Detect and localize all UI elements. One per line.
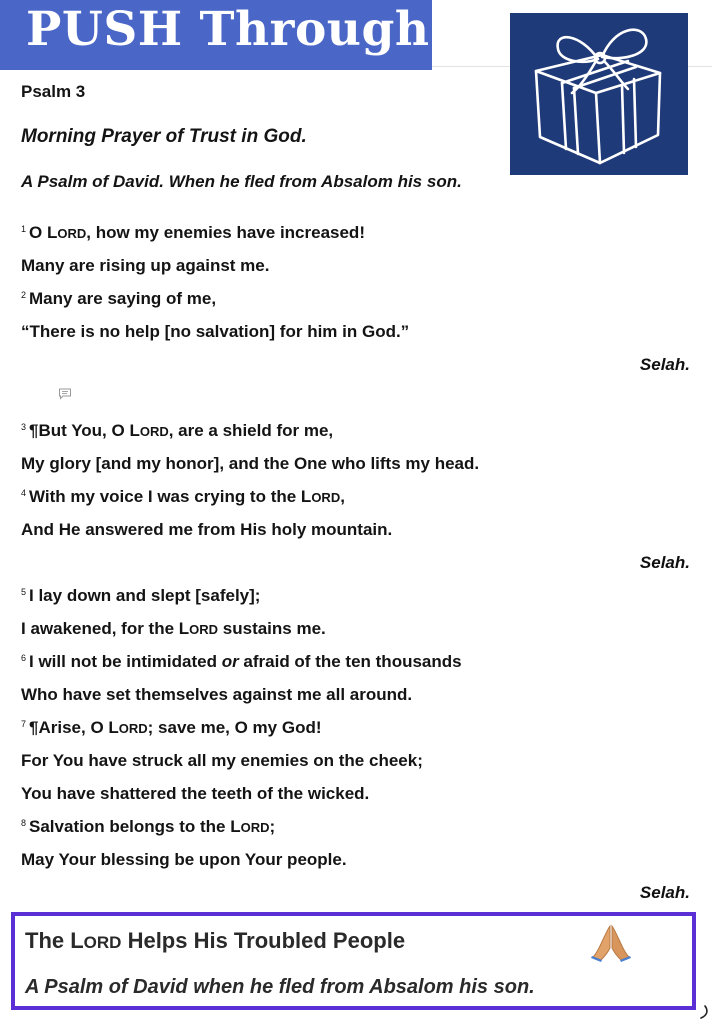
verse-line-10: I awakened, for the LORD sustains me.	[21, 619, 326, 638]
verse-line-4: “There is no help [no salvation] for him in God.”	[21, 322, 410, 341]
verse-line-17: May Your blessing be upon Your people.	[21, 850, 347, 869]
verse-line-1: $^1$ O LORD, how my enemies have increased!	[21, 223, 365, 242]
verse-number: 6	[21, 653, 27, 663]
praying-hands-icon	[589, 922, 633, 962]
footer-title: The LORD Helps His Troubled People	[25, 928, 406, 953]
verse-number: 4	[21, 488, 27, 498]
verse-number: 5	[21, 587, 27, 597]
verse-line-14: For You have struck all my enemies on the cheek;	[21, 751, 423, 770]
verse-number: 1	[21, 224, 27, 234]
corner-mark-icon	[696, 1004, 710, 1020]
verse-line-6: My glory [and my honor], and the One who lifts my head.	[21, 454, 480, 473]
verse-line-7: $^4$ With my voice I was crying to the LORD,	[21, 487, 345, 506]
verse-line-3: $^2$ Many are saying of me,	[21, 289, 217, 308]
verse-line-15: You have shattered the teeth of the wicked.	[21, 784, 370, 803]
gift-box-icon	[510, 13, 688, 175]
footer-summary-box	[11, 912, 696, 1010]
verse-number: 2	[21, 290, 27, 300]
verse-line-2: Many are rising up against me.	[21, 256, 270, 275]
verse-line-16: $^8$ Salvation belongs to the LORD;	[21, 817, 276, 836]
verse-line-12: Who have set themselves against me all around.	[21, 685, 413, 704]
verse-line-9: $^5$ I lay down and slept [safely];	[21, 586, 261, 605]
verse-number: 3	[21, 422, 27, 432]
footer-subtitle: A Psalm of David when he fled from Absalom his son.	[25, 976, 535, 998]
psalm-reference: Psalm 3	[21, 82, 86, 101]
verse-number: 8	[21, 818, 27, 828]
banner	[0, 0, 432, 70]
comment-icon[interactable]	[58, 388, 72, 400]
verse-line-8: And He answered me from His holy mountain.	[21, 520, 393, 539]
verse-number: 7	[21, 719, 27, 729]
verse-line-5: $^3$ ¶But You, O LORD, are a shield for me,	[21, 421, 334, 440]
verse-line-13: $^7$ ¶Arise, O LORD; save me, O my God!	[21, 718, 322, 737]
banner-title: PUSH Through	[26, 2, 430, 57]
selah-1: Selah.	[639, 355, 690, 374]
selah-2: Selah.	[639, 553, 690, 572]
verse-line-11: $^6$ I will not be intimidated or afraid of the ten thousands	[21, 652, 462, 671]
selah-3: Selah.	[639, 883, 690, 902]
psalm-title: Morning Prayer of Trust in God.	[21, 126, 307, 147]
psalm-subtitle: A Psalm of David. When he fled from Absalom his son.	[21, 172, 462, 191]
